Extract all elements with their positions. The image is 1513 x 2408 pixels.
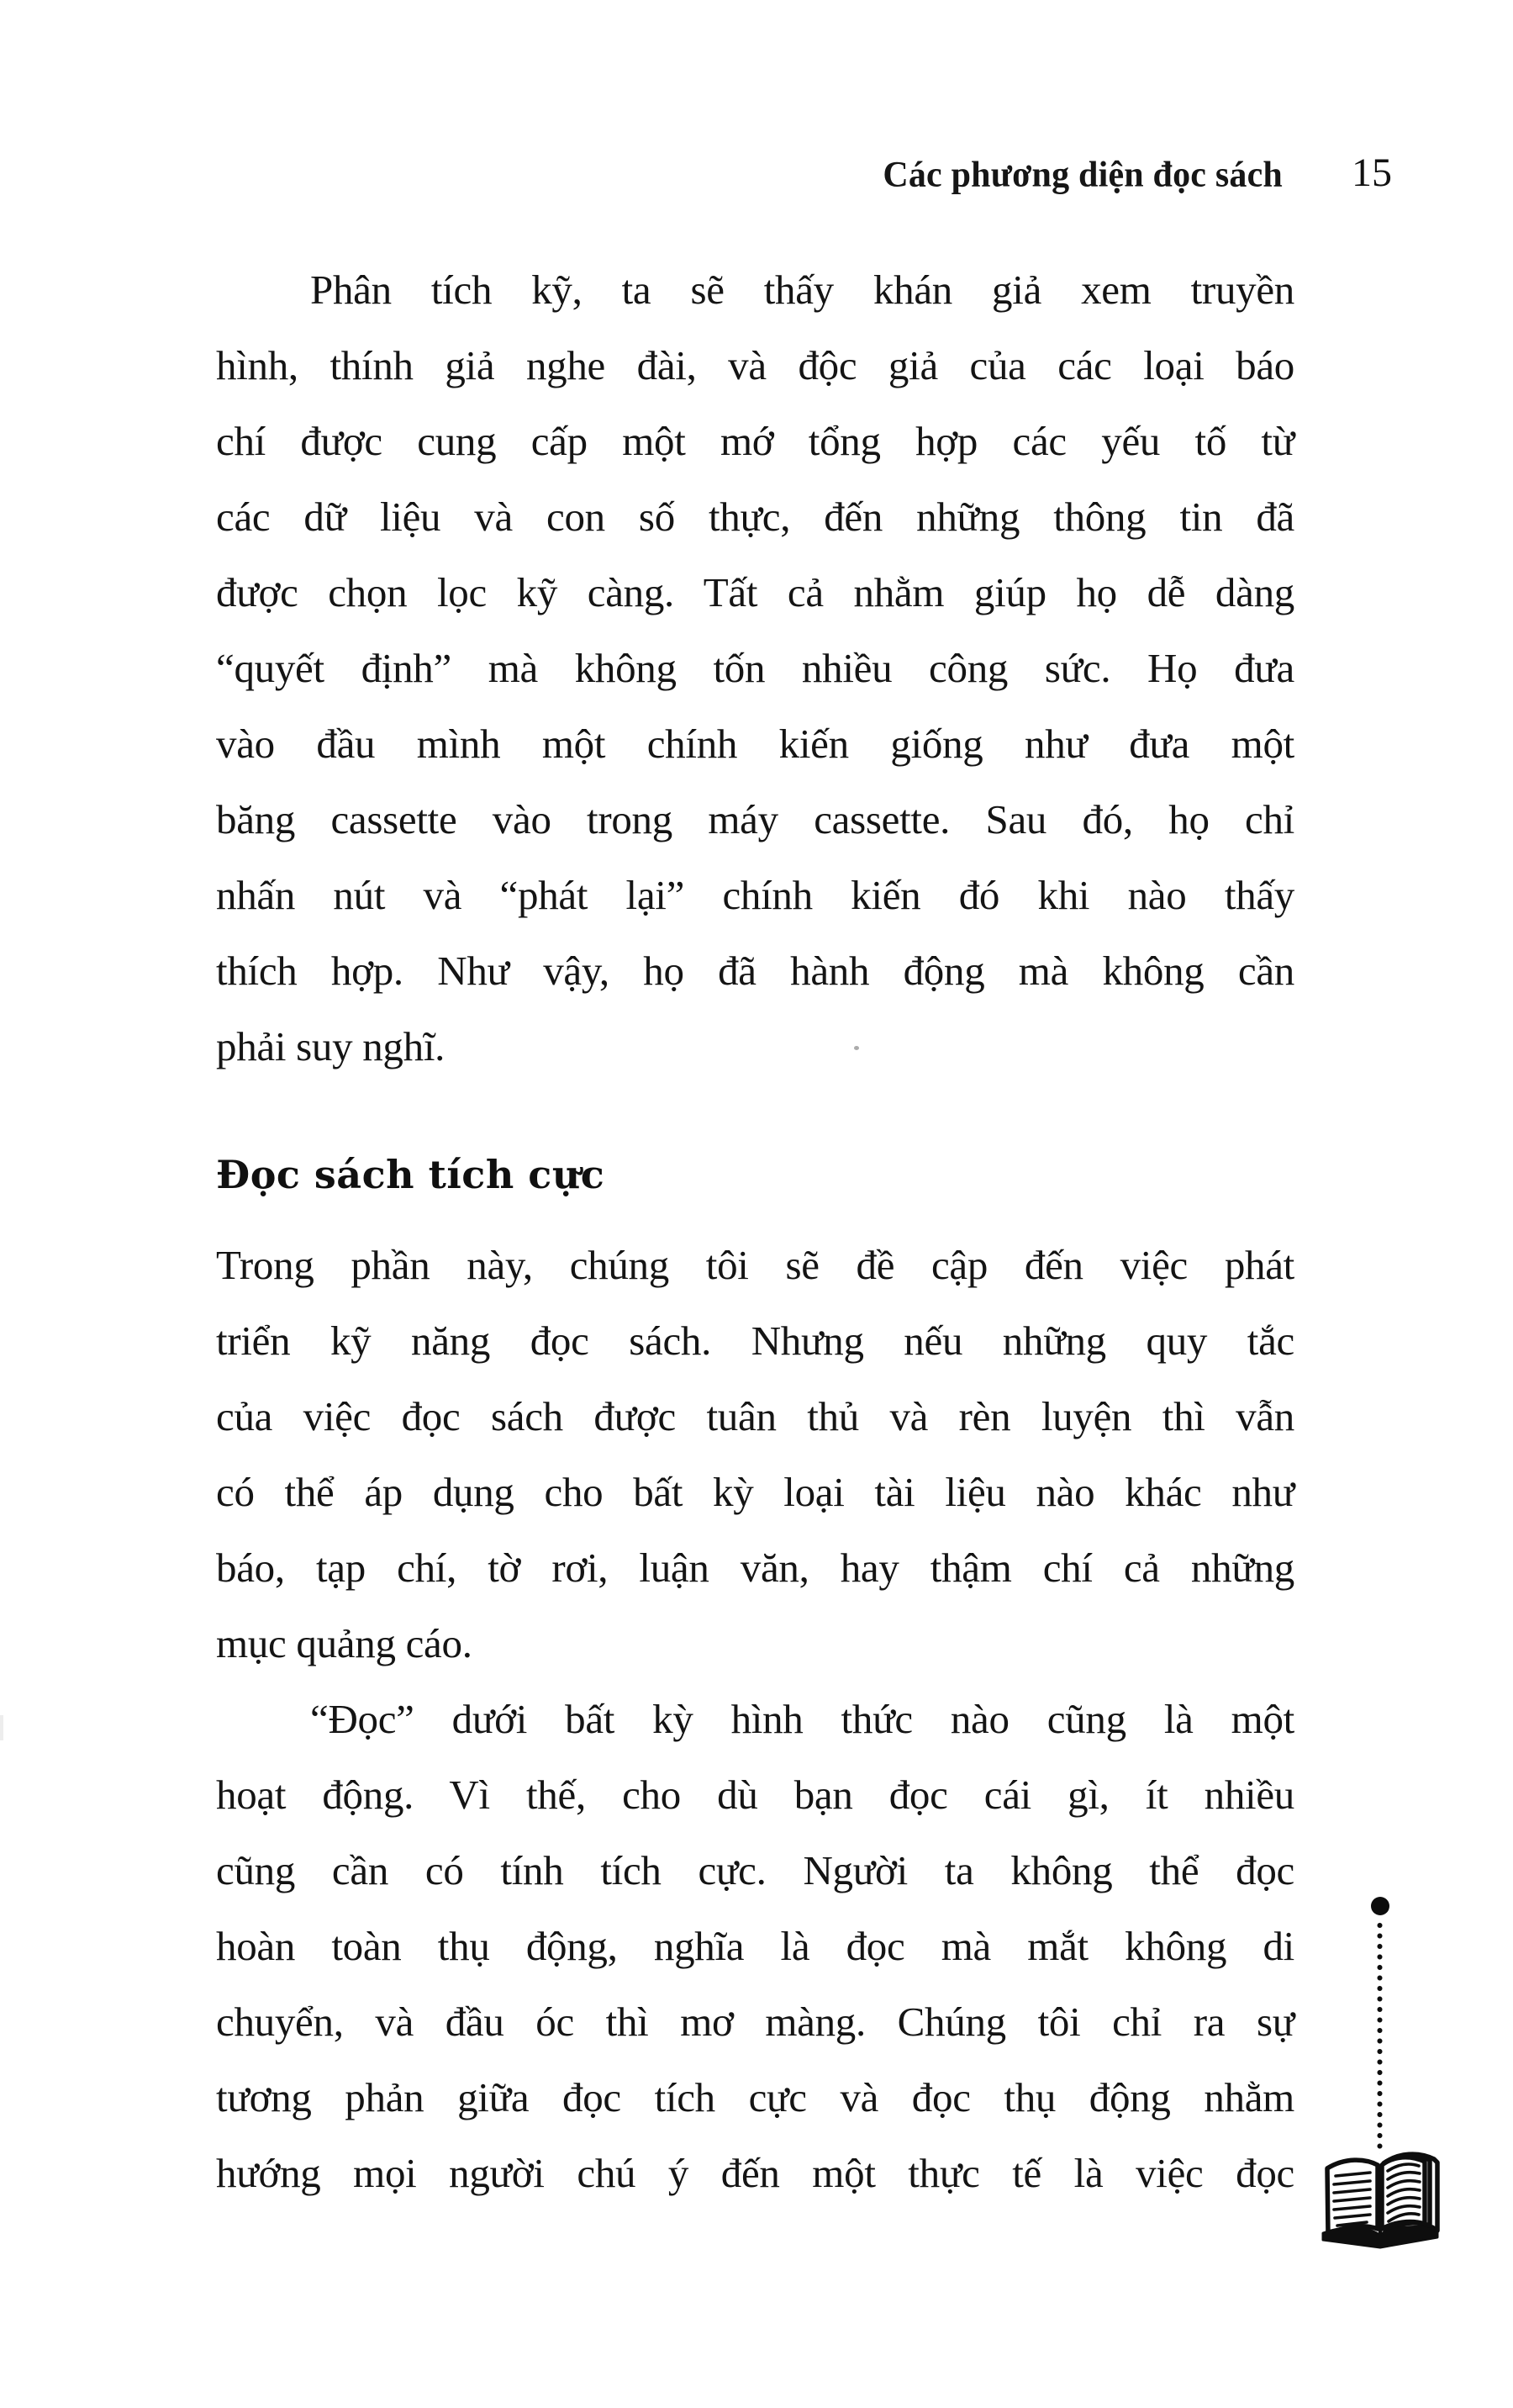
- text-line: “Đọc” dưới bất kỳ hình thức nào cũng là một: [310, 1696, 1294, 1742]
- margin-dot-marker: [1371, 1897, 1389, 1915]
- text-line: tương phản giữa đọc tích cực và đọc thụ động nhằm: [216, 2074, 1294, 2120]
- text-line: chí được cung cấp một mớ tổng hợp các yếu tố từ: [216, 418, 1294, 464]
- text-line: Trong phần này, chúng tôi sẽ đề cập đến việc phát: [216, 1242, 1294, 1288]
- scan-edge-smudge: [0, 1715, 3, 1740]
- text-line: chuyển, và đầu óc thì mơ màng. Chúng tôi chỉ ra sự: [216, 1999, 1294, 2045]
- text-line: nhấn nút và “phát lại” chính kiến đó khi nào thấy: [216, 872, 1294, 918]
- dotted-line: [1376, 1920, 1384, 2154]
- text-line: hình, thính giả nghe đài, và độc giả của các loại báo: [216, 342, 1294, 388]
- paragraph-1: [216, 252, 1294, 1085]
- text-line: Phân tích kỹ, ta sẽ thấy khán giả xem truyền: [310, 267, 1294, 313]
- paragraph-2: [216, 1228, 1294, 1682]
- text-line: các dữ liệu và con số thực, đến những thông tin đã: [216, 494, 1294, 540]
- page-number: 15: [1352, 150, 1392, 195]
- text-line: của việc đọc sách được tuân thủ và rèn luyện thì vẫn: [216, 1393, 1294, 1439]
- section-heading: Đọc sách tích cực: [216, 1152, 605, 1197]
- text-line: phải suy nghĩ.: [216, 1023, 445, 1069]
- header-title: Các phương diện đọc sách: [883, 155, 1283, 195]
- scan-artifact: [854, 1046, 859, 1050]
- paragraph-3: [216, 1682, 1294, 2211]
- text-line: thích hợp. Như vậy, họ đã hành động mà không cần: [216, 948, 1294, 994]
- text-line: hướng mọi người chú ý đến một thực tế là việc đọc: [216, 2150, 1294, 2196]
- running-header: [0, 150, 1392, 196]
- text-line: hoạt động. Vì thế, cho dù bạn đọc cái gì, ít nhiều: [216, 1772, 1294, 1818]
- text-line: vào đầu mình một chính kiến giống như đưa một: [216, 721, 1294, 767]
- text-line: có thể áp dụng cho bất kỳ loại tài liệu nào khác như: [216, 1469, 1294, 1515]
- text-line: cũng cần có tính tích cực. Người ta không thể đọc: [216, 1847, 1294, 1893]
- text-line: hoàn toàn thụ động, nghĩa là đọc mà mắt không di: [216, 1923, 1294, 1969]
- text-line: “quyết định” mà không tốn nhiều công sức. Họ đưa: [216, 645, 1294, 691]
- text-line: triển kỹ năng đọc sách. Nhưng nếu những quy tắc: [216, 1318, 1294, 1364]
- text-line: được chọn lọc kỹ càng. Tất cả nhằm giúp họ dễ dàng: [216, 569, 1294, 615]
- text-line: mục quảng cáo.: [216, 1620, 472, 1666]
- text-line: báo, tạp chí, tờ rơi, luận văn, hay thậm chí cả những: [216, 1545, 1294, 1591]
- text-line: băng cassette vào trong máy cassette. Sau đó, họ chỉ: [216, 796, 1294, 842]
- open-book-icon: [1316, 2147, 1442, 2250]
